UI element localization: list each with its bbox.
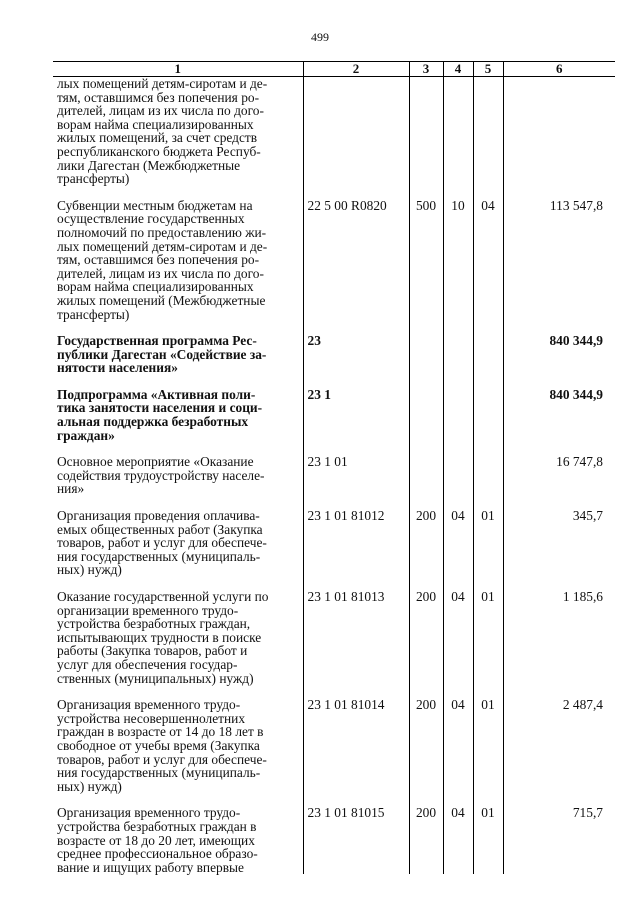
column-header: 4 — [443, 62, 473, 77]
description-line: трансферты) — [57, 171, 130, 187]
row-description — [53, 199, 303, 321]
row-code: 23 1 01 81014 — [303, 698, 409, 793]
description-line: лики Дагестан (Межбюджетные — [57, 157, 241, 173]
row-pr — [473, 455, 503, 496]
description-line: свободное от учебы время (Закупка — [57, 737, 260, 753]
description-line: содействия трудоустройству населе- — [57, 467, 265, 483]
spacer-cell — [503, 375, 615, 388]
row-sum: 345,7 — [503, 509, 615, 577]
row-pr: 01 — [473, 806, 503, 874]
row-vr: 500 — [409, 199, 443, 321]
description-line: ственных (муниципальных) нужд) — [57, 670, 254, 686]
description-line: полномочий по предоставлению жи- — [57, 224, 267, 240]
description-line: товаров, работ и услуг для обеспече- — [57, 751, 267, 767]
row-vr: 200 — [409, 698, 443, 793]
table-row — [53, 509, 615, 577]
description-line: емых общественных работ (Закупка — [57, 521, 263, 537]
row-pr — [473, 77, 503, 186]
row-code: 23 — [303, 334, 409, 375]
row-description — [53, 77, 303, 186]
description-line: Основное мероприятие «Оказание — [57, 454, 254, 470]
column-header: 5 — [473, 62, 503, 77]
table-row — [53, 590, 615, 685]
row-rz — [443, 455, 473, 496]
table-row — [53, 698, 615, 793]
row-rz: 04 — [443, 698, 473, 793]
spacer-cell — [473, 375, 503, 388]
row-rz — [443, 334, 473, 375]
description-line: республиканского бюджета Респуб- — [57, 143, 261, 159]
row-rz: 04 — [443, 509, 473, 577]
description-line: дителей, лицам из их числа по дого- — [57, 265, 264, 281]
row-sum: 840 344,9 — [503, 334, 615, 375]
row-description — [53, 334, 303, 375]
description-line: Подпрограмма «Активная поли- — [57, 386, 256, 402]
row-pr: 01 — [473, 698, 503, 793]
row-sum — [503, 77, 615, 186]
description-line: устройства несовершеннолетних — [57, 710, 246, 726]
spacer-cell — [53, 375, 303, 388]
description-line: Субвенции местным бюджетам на — [57, 197, 253, 213]
spacer-cell — [53, 186, 303, 199]
row-vr — [409, 334, 443, 375]
row-rz — [443, 388, 473, 442]
spacer-cell — [443, 321, 473, 334]
description-line: устройства безработных граждан, — [57, 616, 251, 632]
description-line: осуществление государственных — [57, 211, 245, 227]
row-description — [53, 590, 303, 685]
description-line: лых помещений детям-сиротам и де- — [57, 238, 268, 254]
row-code: 23 1 01 — [303, 455, 409, 496]
description-line: ния государственных (муниципаль- — [57, 548, 261, 564]
row-description — [53, 806, 303, 874]
description-line: Организация временного трудо- — [57, 697, 241, 713]
description-line: тям, оставшимся без попечения ро- — [57, 252, 260, 268]
table-row — [53, 77, 615, 186]
table-row — [53, 199, 615, 321]
spacer-cell — [473, 186, 503, 199]
table-row — [53, 334, 615, 375]
table-row — [53, 806, 615, 874]
row-rz: 10 — [443, 199, 473, 321]
description-line: ных) нужд) — [57, 562, 122, 578]
row-code: 22 5 00 R0820 — [303, 199, 409, 321]
description-line: ных) нужд) — [57, 778, 122, 794]
spacer-cell — [409, 186, 443, 199]
description-line: альная поддержка безработных — [57, 414, 249, 430]
description-line: испытывающих трудности в поиске — [57, 629, 262, 645]
description-line: среднее профессиональное образо- — [57, 846, 258, 862]
row-code — [303, 77, 409, 186]
description-line: трансферты) — [57, 306, 130, 322]
description-line: нятости населения» — [57, 360, 178, 376]
description-line: Организация проведения оплачива- — [57, 508, 260, 524]
row-description — [53, 388, 303, 442]
spacer-cell — [443, 442, 473, 455]
spacer-cell — [503, 186, 615, 199]
column-header: 1 — [53, 62, 303, 77]
row-code: 23 1 01 81013 — [303, 590, 409, 685]
row-spacer — [53, 186, 615, 199]
page-number: 499 — [311, 30, 329, 44]
row-pr: 01 — [473, 590, 503, 685]
column-header: 2 — [303, 62, 409, 77]
spacer-cell — [443, 375, 473, 388]
row-vr: 200 — [409, 509, 443, 577]
row-sum: 715,7 — [503, 806, 615, 874]
spacer-cell — [473, 321, 503, 334]
description-line: ворам найма специализированных — [57, 279, 254, 295]
row-pr — [473, 334, 503, 375]
spacer-cell — [409, 375, 443, 388]
row-vr — [409, 77, 443, 186]
table-row — [53, 388, 615, 442]
description-line: возрасте от 18 до 20 лет, имеющих — [57, 832, 255, 848]
description-line: жилых помещений (Межбюджетные — [57, 292, 266, 308]
description-line: дителей, лицам из их числа по дого- — [57, 103, 264, 119]
row-vr — [409, 388, 443, 442]
spacer-cell — [303, 375, 409, 388]
row-pr: 04 — [473, 199, 503, 321]
row-pr: 01 — [473, 509, 503, 577]
description-line: организации временного трудо- — [57, 602, 239, 618]
description-line: лых помещений детям-сиротам и де- — [57, 76, 268, 91]
spacer-cell — [303, 186, 409, 199]
description-line: товаров, работ и услуг для обеспече- — [57, 535, 267, 551]
table-row — [53, 455, 615, 496]
description-line: услуг для обеспечения государ- — [57, 656, 238, 672]
spacer-cell — [409, 442, 443, 455]
description-line: публики Дагестан «Содействие за- — [57, 346, 267, 362]
description-line: вание и ищущих работу впервые — [57, 859, 244, 875]
description-line: граждан» — [57, 427, 115, 443]
row-rz: 04 — [443, 590, 473, 685]
row-vr: 200 — [409, 590, 443, 685]
table-header-row — [53, 62, 615, 77]
description-line: ния» — [57, 481, 85, 497]
spacer-cell — [443, 186, 473, 199]
description-line: Государственная программа Рес- — [57, 333, 257, 349]
description-line: устройства безработных граждан в — [57, 818, 257, 834]
row-description — [53, 509, 303, 577]
description-line: тям, оставшимся без попечения ро- — [57, 89, 260, 105]
row-code: 23 1 01 81015 — [303, 806, 409, 874]
row-pr — [473, 388, 503, 442]
description-line: граждан в возрасте от 14 до 18 лет в — [57, 724, 264, 740]
description-line: тика занятости населения и соци- — [57, 400, 263, 416]
row-sum: 2 487,4 — [503, 698, 615, 793]
row-rz — [443, 77, 473, 186]
row-vr: 200 — [409, 806, 443, 874]
row-code: 23 1 — [303, 388, 409, 442]
row-code: 23 1 01 81012 — [303, 509, 409, 577]
column-header: 3 — [409, 62, 443, 77]
spacer-cell — [473, 442, 503, 455]
row-rz: 04 — [443, 806, 473, 874]
description-line: ния государственных (муниципаль- — [57, 765, 261, 781]
description-line: Организация временного трудо- — [57, 805, 241, 821]
row-sum: 16 747,8 — [503, 455, 615, 496]
description-line: жилых помещений, за счет средств — [57, 130, 258, 146]
row-spacer — [53, 375, 615, 388]
row-sum: 840 344,9 — [503, 388, 615, 442]
row-vr — [409, 455, 443, 496]
description-line: работы (Закупка товаров, работ и — [57, 643, 248, 659]
budget-table — [53, 61, 615, 874]
row-sum: 1 185,6 — [503, 590, 615, 685]
column-header: 6 — [503, 62, 615, 77]
description-line: ворам найма специализированных — [57, 116, 254, 132]
row-description — [53, 698, 303, 793]
spacer-cell — [409, 321, 443, 334]
row-sum: 113 547,8 — [503, 199, 615, 321]
row-description — [53, 455, 303, 496]
description-line: Оказание государственной услуги по — [57, 589, 269, 604]
